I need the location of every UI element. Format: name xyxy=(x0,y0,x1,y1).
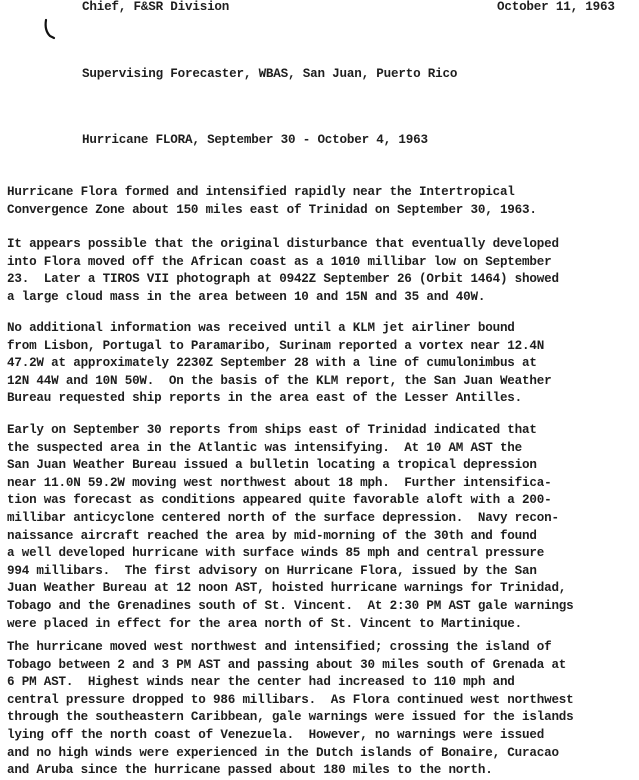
text-line: Early on September 30 reports from ships east of Trinidad indicated that xyxy=(7,423,537,437)
text-line: the suspected area in the Atlantic was intensifying. At 10 AM AST the xyxy=(7,440,523,455)
text-line: 47.2W at approximately 2230Z September 28 with a line of cumulonimbus at xyxy=(7,356,537,371)
text-line: near 11.0N 59.2W moving west northwest about 18 mph. Further intensifica- xyxy=(7,475,552,490)
text-line: from Lisbon, Portugal to Paramaribo, Surinam reported a vortex near 12.4N xyxy=(7,338,545,353)
text-line: Convergence Zone about 150 miles east of Trinidad on September 30, 1963. xyxy=(7,202,537,217)
text-line: No additional information was received until a KLM jet airliner bound xyxy=(7,321,515,335)
text-line: Bureau requested ship reports in the area east of the Lesser Antilles. xyxy=(7,391,523,406)
text-line: 23. Later a TIROS VII photograph at 0942Z September 26 (Orbit 1464) showed xyxy=(7,272,559,287)
text-line: lying off the north coast of Venezuela. However, no warnings were issued xyxy=(7,727,545,742)
paragraph-track xyxy=(7,639,639,780)
text-line: millibar anticyclone centered north of the surface depression. Navy recon- xyxy=(7,510,559,525)
text-line: Tobago between 2 and 3 PM AST and passing about 30 miles south of Grenada at xyxy=(7,657,567,672)
text-line: 12N 44W and 10N 50W. On the basis of the KLM report, the San Juan Weather xyxy=(7,373,552,388)
text-line: and no high winds were experienced in the Dutch islands of Bonaire, Curacao xyxy=(7,745,559,760)
paragraph-formation xyxy=(7,184,639,219)
text-line: were placed in effect for the area north of St. Vincent to Martinique. xyxy=(7,616,523,631)
memo-subject: Hurricane FLORA, September 30 - October 4, 1963 xyxy=(82,133,428,147)
text-line: tion was forecast as conditions appeared quite favorable aloft with a 200- xyxy=(7,493,552,508)
text-line: a well developed hurricane with surface winds 85 mph and central pressure xyxy=(7,546,545,561)
text-line: San Juan Weather Bureau issued a bulletin locating a tropical depression xyxy=(7,458,537,473)
text-line: It appears possible that the original disturbance that eventually developed xyxy=(7,237,559,251)
text-line: 994 millibars. The first advisory on Hurricane Flora, issued by the San xyxy=(7,563,537,578)
memo-date: October 11, 1963 xyxy=(497,0,615,14)
text-line: The hurricane moved west northwest and intensified; crossing the island of xyxy=(7,640,552,654)
text-line: into Flora moved off the African coast as a 1010 millibar low on September xyxy=(7,254,552,269)
text-line: and Aruba since the hurricane passed about 180 miles to the north. xyxy=(7,763,493,778)
text-line: a large cloud mass in the area between 10 and 15N and 35 and 40W. xyxy=(7,289,486,304)
memo-recipient: Chief, F&SR Division xyxy=(82,0,230,14)
text-line: Juan Weather Bureau at 12 noon AST, hoisted hurricane warnings for Trinidad, xyxy=(7,581,567,596)
paragraph-origin xyxy=(7,236,639,306)
text-line: 6 PM AST. Highest winds near the center had increased to 110 mph and xyxy=(7,675,515,690)
text-line: Hurricane Flora formed and intensified rapidly near the Intertropical xyxy=(7,185,515,199)
text-line: through the southeastern Caribbean, gale warnings were issued for the islands xyxy=(7,710,574,725)
paragraph-klm-report xyxy=(7,320,639,408)
text-line: naissance aircraft reached the area by mid-morning of the 30th and found xyxy=(7,528,537,543)
paragraph-september-30 xyxy=(7,422,639,633)
memo-sender: Supervising Forecaster, WBAS, San Juan, Puerto Rico xyxy=(82,67,458,81)
text-line: central pressure dropped to 986 millibars. As Flora continued west northwest xyxy=(7,692,574,707)
handwritten-tick-mark xyxy=(42,18,56,40)
text-line: Tobago and the Grenadines south of St. Vincent. At 2:30 PM AST gale warnings xyxy=(7,598,574,613)
